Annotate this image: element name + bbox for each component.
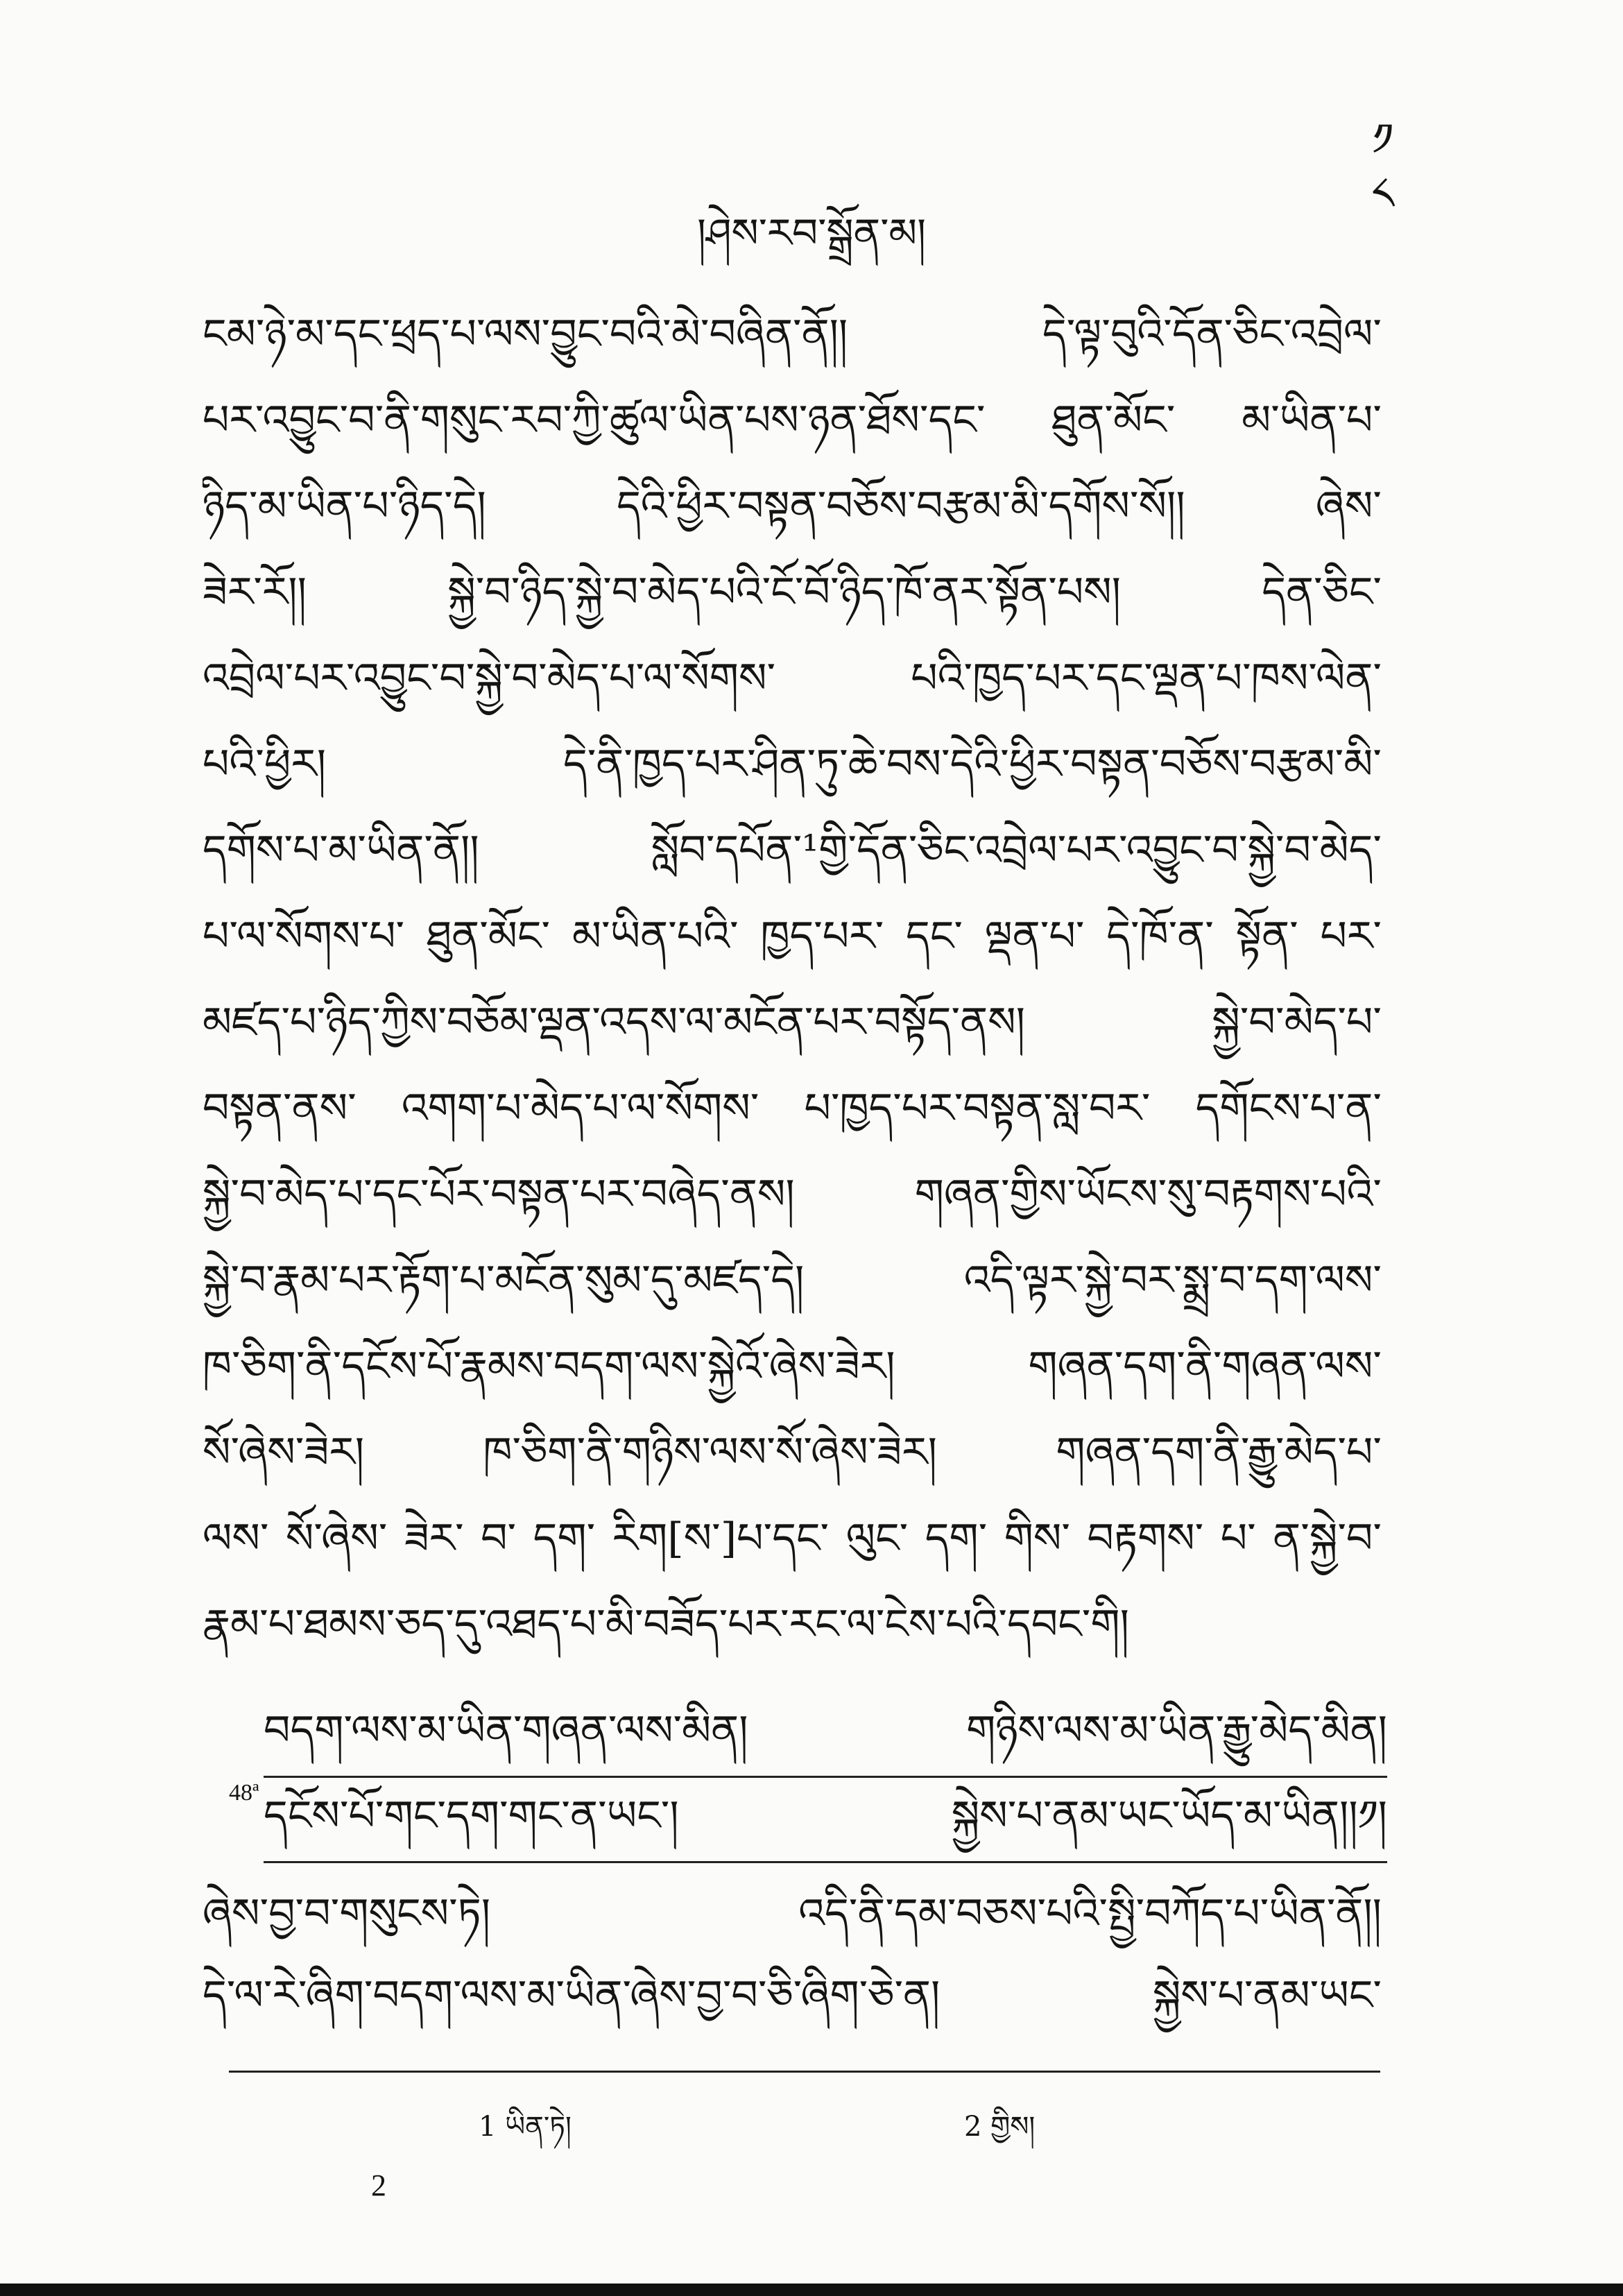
footnote-2: 2 གྱིས། (964, 2111, 1036, 2143)
text-line: བསྟན་ནས་ འགག་པ་མེད་པ་ལ་སོགས་ པ་ཁྱད་པར་བསྟན་སླ་བར་ དགོངས་པ་ན་ (203, 1084, 1382, 1133)
footnote-1: 1 ཡིན་ཏེ། (479, 2111, 572, 2143)
text-line: ཁ་ཅིག་ནི་དངོས་པོ་རྣམས་བདག་ལས་སྐྱེའོ་ཞེས་ཟེར། གཞན་དག་ནི་གཞན་ལས་ (203, 1342, 1382, 1391)
text-line: དེ་ལ་རེ་ཞིག་བདག་ལས་མ་ཡིན་ཞེས་བྱ་བ་ཅི་ཞིག་ཅེ་ན། སྐྱེས་པ་ནམ་ཡང་ (203, 1971, 1382, 2020)
scan-border (0, 2284, 1623, 2296)
text-line: རྣམ་པ་ཐམས་ཅད་དུ་འཐད་པ་མི་བཟོད་པར་རང་ལ་ངེས་པའི་དབང་གི། (203, 1600, 1129, 1649)
commentary-text (203, 1873, 1382, 2037)
page-number: 2 (371, 2168, 386, 2202)
verse-line-2 (229, 1778, 1387, 1863)
text-line: སོ་ཞེས་ཟེར། ཁ་ཅིག་ནི་གཉིས་ལས་སོ་ཞེས་ཟེར། གཞན་དག་ནི་རྒྱུ་མེད་པ་ (203, 1428, 1382, 1477)
folio-marker: 48ª (229, 1780, 259, 1806)
text-line: ཉིད་མ་ཡིན་པ་ཉིད་དེ། དེའི་ཕྱིར་བསྟན་བཅོས་བརྩམ་མི་དགོས་སོ།། ཞེས་ (203, 482, 1382, 531)
text-line: པ་ལ་སོགས་པ་ ཐུན་མོང་ མ་ཡིན་པའི་ ཁྱད་པར་ དང་ ལྡན་པ་ དེ་ཁོ་ན་ སྟོན་ པར་ (203, 912, 1382, 961)
text-line: ཞེས་བྱ་བ་གསུངས་ཏེ། འདི་ནི་དམ་བཅས་པའི་སྤྱི་བཀོད་པ་ཡིན་ནོ།། (203, 1890, 1382, 1938)
text-line: པར་འབྱུང་བ་ནི་གསུང་རབ་ཀྱི་ཚུལ་ཡིན་པས་ཉན་ཐོས་དང་ ཐུན་མོང་ མ་ཡིན་པ་ (203, 396, 1382, 445)
body-text (203, 291, 1382, 1668)
running-head: །ཤེས་རབ་སྒྲོན་མ། (697, 209, 926, 257)
text-line: ལས་ སོ་ཞེས་ ཟེར་ བ་ དག་ རིག[ས་]པ་དང་ ལུང་ དག་ གིས་ བརྟགས་ པ་ ན་སྐྱེ་བ་ (203, 1514, 1382, 1563)
text-line: པའི་ཕྱིར། དེ་ནི་ཁྱད་པར་ཤིན་ཏུ་ཆེ་བས་དེའི་ཕྱིར་བསྟན་བཅོས་བརྩམ་མི་ (203, 740, 1382, 789)
folio-top: ༡ (1372, 114, 1394, 166)
verse-line-2-text: དངོས་པོ་གང་དག་གང་ན་ཡང་། སྐྱེས་པ་ནམ་ཡང་ཡོད་མ་ཡིན།།༡། (264, 1792, 1387, 1840)
verse-line-1: བདག་ལས་མ་ཡིན་གཞན་ལས་མིན། གཉིས་ལས་མ་ཡིན་རྒྱུ་མེད་མིན། (264, 1693, 1387, 1778)
footnote-rule (229, 2071, 1380, 2073)
text-line: ཟེར་རོ།། སྐྱེ་བ་ཉིད་སྐྱེ་བ་མེད་པའི་ངོ་བོ་ཉིད་ཁོ་ནར་སྟོན་པས། དེན་ཅིང་ (203, 568, 1382, 617)
text-line: སྐྱེ་བ་རྣམ་པར་རྟོག་པ་མངོན་སུམ་དུ་མཛད་དེ། འདི་ལྟར་སྐྱེ་བར་སྨྲ་བ་དག་ལས་ (203, 1256, 1382, 1305)
text-line: དགོས་པ་མ་ཡིན་ནོ།། སློབ་དཔོན་¹གྱི་དོན་ཅིང་འབྲེལ་པར་འབྱུང་བ་སྐྱེ་བ་མེད་ (203, 826, 1382, 875)
text-line: སྐྱེ་བ་མེད་པ་དང་པོར་བསྟན་པར་བཞེད་ནས། གཞན་གྱིས་ཡོངས་སུ་བརྟགས་པའི་ (203, 1170, 1382, 1219)
verse-block (229, 1693, 1387, 1863)
folio-bottom: ༨ (1371, 169, 1394, 220)
text-line: འབྲེལ་པར་འབྱུང་བ་སྐྱེ་བ་མེད་པ་ལ་སོགས་ པའི་ཁྱད་པར་དང་ལྡན་པ་ཁས་ལེན་ (203, 654, 1382, 703)
text-line: ངམ་ཉེ་མ་དང་ཕྲད་པ་ལས་བྱུང་བའི་མེ་བཞིན་ནོ།། དེ་ལྟ་བུའི་དོན་ཅིང་འབྲེལ་ (203, 310, 1382, 359)
text-line: མཛད་པ་ཉིད་ཀྱིས་བཅོམ་ལྡན་འདས་ལ་མངོན་པར་བསྟོད་ནས། སྐྱེ་བ་མེད་པ་ (203, 998, 1382, 1047)
